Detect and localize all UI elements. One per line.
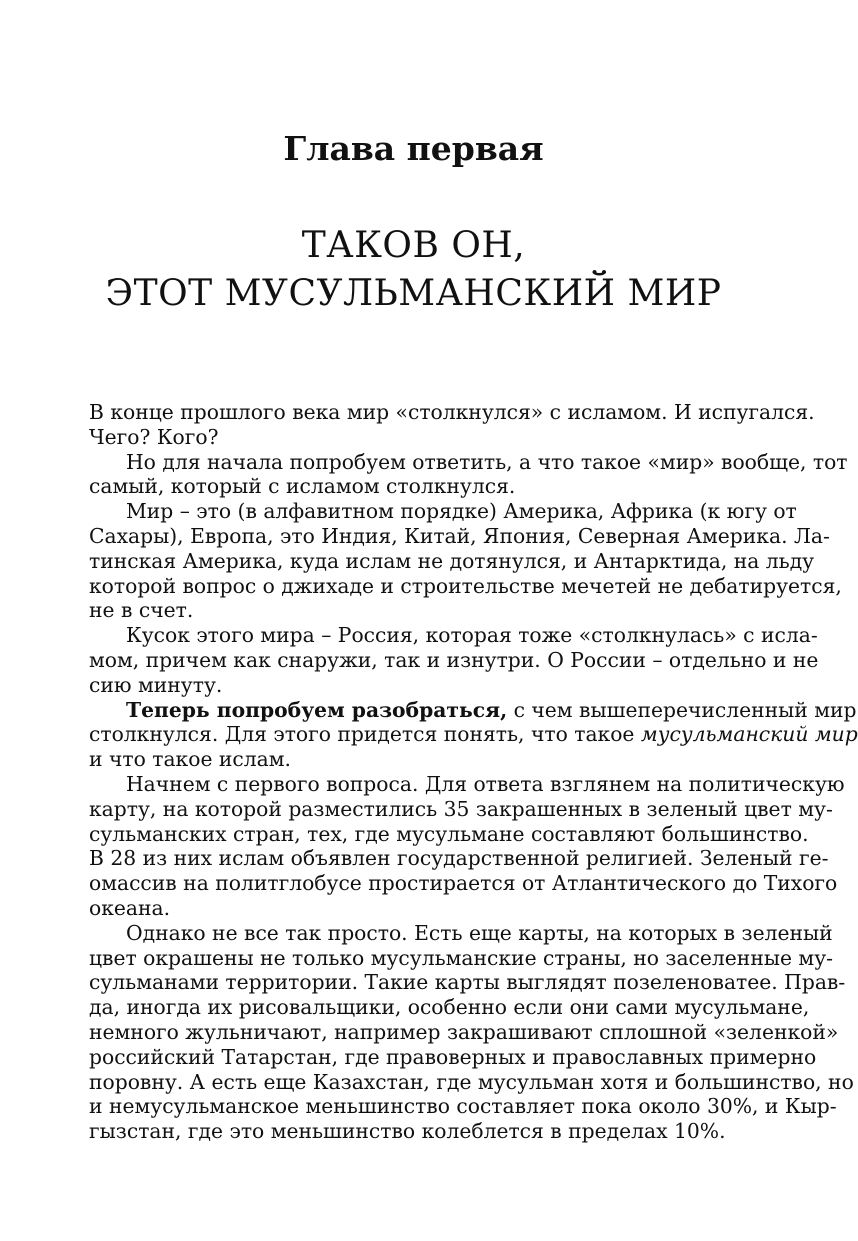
text-line: мом, причем как снаружи, так и изнутри. О России – отдельно и не: [89, 647, 819, 672]
text-line: которой вопрос о джихаде и строительстве мечетей не дебатируется,: [89, 573, 842, 598]
italic-term: мусульманский мир: [640, 722, 858, 747]
text-line: В 28 из них ислам объявлен государственной религией. Зеленый ге-: [89, 846, 829, 871]
text-line: Сахары), Европа, это Индия, Китай, Япония, Северная Америка. Ла-: [89, 523, 830, 548]
text-line: Мир – это (в алфавитном порядке) Америка, Африка (к югу от: [126, 499, 797, 524]
text-line: гызстан, где это меньшинство колеблется в пределах 10%.: [89, 1119, 726, 1144]
text-line: карту, на которой разместились 35 закрашенных в зеленый цвет му-: [89, 796, 833, 821]
text-line: сульманами территории. Такие карты выглядят позеленоватее. Прав-: [89, 970, 846, 995]
text-line: Начнем с первого вопроса. Для ответа взглянем на политическую: [126, 771, 845, 796]
text-line: цвет окрашены не только мусульманские страны, но заселенные му-: [89, 945, 833, 970]
text-line: омассив на политглобусе простирается от Атлантического до Тихого: [89, 871, 838, 896]
text-run: столкнулся. Для этого придется понять, что такое: [89, 722, 641, 747]
text-line: и немусульманское меньшинство составляет пока около 30%, и Кыр-: [89, 1094, 837, 1119]
bold-lead-in: Теперь попробуем разобраться,: [126, 697, 508, 722]
text-line: не в счет.: [89, 598, 194, 623]
text-line: сульманских стран, тех, где мусульмане составляют большинство.: [89, 821, 809, 846]
text-line: [89, 722, 858, 747]
text-line: В конце прошлого века мир «столкнулся» с исламом. И испугался.: [89, 400, 815, 424]
text-line: Чего? Кого?: [89, 424, 219, 449]
text-line: сию минуту.: [89, 672, 223, 697]
text-line: Но для начала попробуем ответить, а что такое «мир» вообще, тот: [126, 449, 848, 474]
text-run: с чем вышеперечисленный мир: [507, 697, 857, 722]
chapter-title: [0, 222, 827, 318]
text-line: да, иногда их рисовальщики, особенно если они сами мусульмане,: [89, 995, 810, 1020]
chapter-label: Глава первая: [283, 129, 544, 168]
text-line: и что такое ислам.: [89, 747, 291, 772]
chapter-body: [89, 400, 858, 1144]
chapter-title-line: ЭТОТ МУСУЛЬМАНСКИЙ МИР: [105, 273, 722, 314]
text-line: немного жульничают, например закрашивают сплошной «зеленкой»: [89, 1019, 839, 1044]
chapter-title-line: ТАКОВ ОН,: [301, 225, 526, 266]
text-line: [89, 697, 857, 723]
text-line: Однако не все так просто. Есть еще карты, на которых в зеленый: [126, 920, 833, 945]
text-line: океана.: [89, 895, 171, 920]
text-line: Кусок этого мира – Россия, которая тоже «столкнулась» с исла-: [126, 623, 818, 648]
text-line: самый, который с исламом столкнулся.: [89, 474, 516, 499]
text-line: российский Татарстан, где правоверных и православных примерно: [89, 1044, 817, 1069]
text-line: тинская Америка, куда ислам не дотянулся, и Антарктида, на льду: [89, 548, 815, 573]
text-line: поровну. А есть еще Казахстан, где мусульман хотя и большинство, но: [89, 1069, 854, 1094]
